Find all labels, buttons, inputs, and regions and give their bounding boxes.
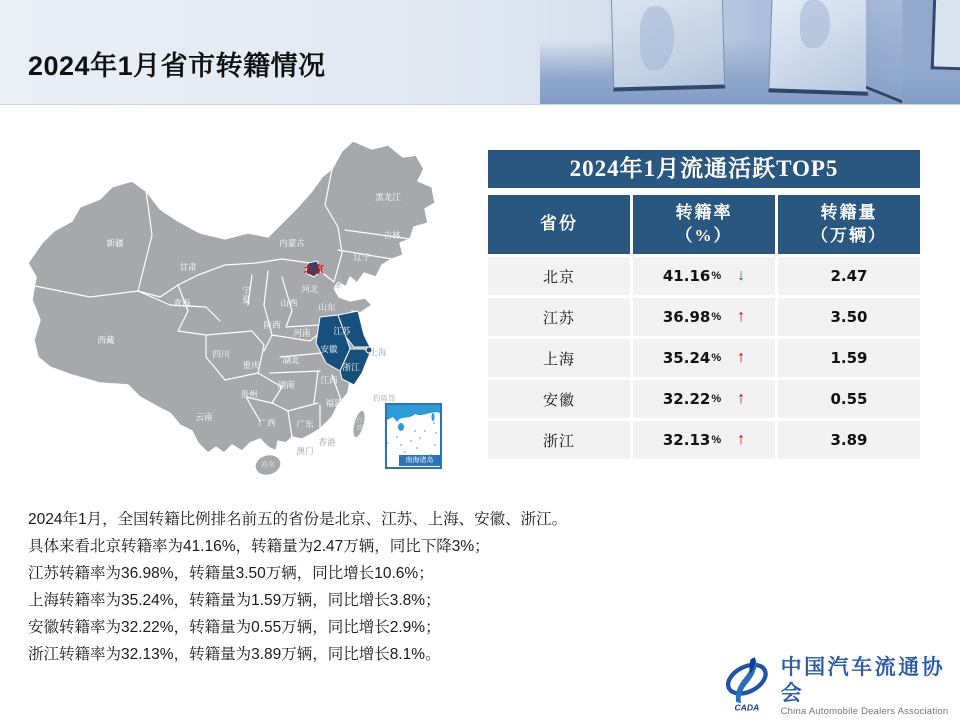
column-header-province [488,195,630,254]
rate-cell [630,380,775,418]
volume-cell: 3.50 [775,298,920,336]
province-cell: 上海 [488,339,630,377]
table-row [488,421,920,459]
map-label-macau: 澳门 [296,445,314,456]
column-label: 转籍量 [820,202,878,222]
map-label-zhejiang: 浙江 [342,361,360,372]
volume-cell: 3.89 [775,421,920,459]
table-row [488,380,920,418]
table-row [488,298,920,336]
trend-up-icon: ↑ [737,431,746,448]
volume-cell: 0.55 [775,380,920,418]
map-label-hunan: 湖南 [277,379,295,390]
map-label-jiangxi: 江西 [320,374,338,385]
percent-sign: % [711,270,722,282]
cube-decoration-right [931,0,960,71]
map-label-anhui: 安徽 [320,343,338,354]
cada-badge-text: CADA [734,702,760,713]
percent-sign: % [711,311,722,323]
map-label-guizhou: 贵州 [240,388,258,399]
rate-cell [630,257,775,295]
rate-value: 36.98 [662,308,711,326]
map-label-shandong: 山东 [318,301,336,312]
percent-sign: % [711,393,722,405]
map-label-hainan: 海南 [261,461,275,469]
percent-sign: % [711,352,722,364]
column-header-rate [630,195,775,254]
rate-cell [630,421,775,459]
map-label-hebei: 河北 [301,283,319,294]
rate-value: 35.24 [662,349,711,367]
table-header-row [488,195,920,254]
trend-up-icon: ↑ [737,308,746,325]
map-label-xizang: 西藏 [97,334,115,345]
logo-name-cn: 中国汽车流通协会 [780,655,946,705]
summary-line: 具体来看北京转籍率为41.16%，转籍量为2.47万辆，同比下降3%； [28,538,490,555]
column-sublabel: （万辆） [811,225,887,245]
map-label-shanghai: 上海 [369,346,387,357]
map-label-shaanxi: 陕西 [263,319,281,330]
percent-sign: % [711,434,722,446]
logo-name-en: China Automobile Dealers Association [780,706,949,717]
map-label-liaoning: 辽宁 [353,251,371,262]
cada-emblem-icon [723,654,773,714]
trend-up-icon: ↑ [737,390,746,407]
map-label-henan: 河南 [293,327,311,338]
summary-line: 上海转籍率为35.24%，转籍量为1.59万辆，同比增长3.8%； [28,592,441,609]
summary-line: 2024年1月，全国转籍比例排名前五的省份是北京、江苏、上海、安徽、浙江。 [28,511,568,528]
map-label-yunnan: 云南 [195,411,213,422]
province-cell: 安徽 [488,380,630,418]
map-label-shanxi: 山西 [280,297,298,308]
south-china-sea-inset [385,403,442,469]
cada-logo [723,654,960,718]
map-label-tianjin: 天津 [324,279,342,290]
trend-up-icon: ↑ [737,349,746,366]
china-map [20,135,460,480]
table-row [488,257,920,295]
map-label-sichuan: 四川 [212,348,230,359]
page-title: 2024年1月省市转籍情况 [28,51,326,81]
table-title: 2024年1月流通活跃TOP5 [488,150,920,188]
rate-value: 41.16 [662,267,711,285]
map-label-chongqing: 重庆 [242,359,260,370]
summary-line: 安徽转籍率为32.22%，转籍量为0.55万辆，同比增长2.9%； [28,619,441,636]
trend-down-icon: ↓ [737,267,746,284]
cube-decoration-side [866,0,902,103]
summary-line: 江苏转籍率为36.98%，转籍量3.50万辆，同比增长10.6%； [28,565,434,582]
map-label-diaoyudao: 钓鱼岛 [372,393,396,403]
column-label: 省份 [540,214,578,234]
summary-line: 浙江转籍率为32.13%，转籍量为3.89万辆，同比增长8.1%。 [28,646,441,663]
map-label-jiangsu: 江苏 [333,325,351,336]
map-label-xinjiang: 新疆 [106,237,124,248]
inset-caption: 南海诸岛 [399,455,440,466]
top5-panel [488,150,920,459]
map-label-fujian: 福建 [325,397,343,408]
map-label-hongkong: 香港 [318,436,336,447]
province-cell: 浙江 [488,421,630,459]
map-label-heilongjiang: 黑龙江 [375,191,401,202]
summary-text [28,506,668,668]
column-header-volume [775,195,920,254]
map-label-beijing: 北京 [304,265,324,276]
volume-cell: 2.47 [775,257,920,295]
map-label-qinghai: 青海 [173,297,191,308]
logo-text [781,654,960,718]
map-label-hubei: 湖北 [282,354,300,365]
map-label-neimenggu: 内蒙古 [279,237,305,248]
map-label-ningxia: 宁夏 [241,285,252,305]
map-label-guangxi: 广西 [258,417,276,428]
volume-cell: 1.59 [775,339,920,377]
map-label-taiwan: 台湾 [355,416,363,432]
rate-cell [630,298,775,336]
column-label: 转籍率 [675,202,733,222]
province-cell: 江苏 [488,298,630,336]
map-label-gansu: 甘肃 [179,261,197,272]
rate-cell [630,339,775,377]
province-cell: 北京 [488,257,630,295]
rate-value: 32.13 [662,431,711,449]
map-label-guangdong: 广东 [296,418,314,429]
table-row [488,339,920,377]
column-sublabel: （%） [675,225,733,245]
header-banner [0,0,960,105]
map-label-jilin: 吉林 [383,229,401,240]
rate-value: 32.22 [662,390,711,408]
